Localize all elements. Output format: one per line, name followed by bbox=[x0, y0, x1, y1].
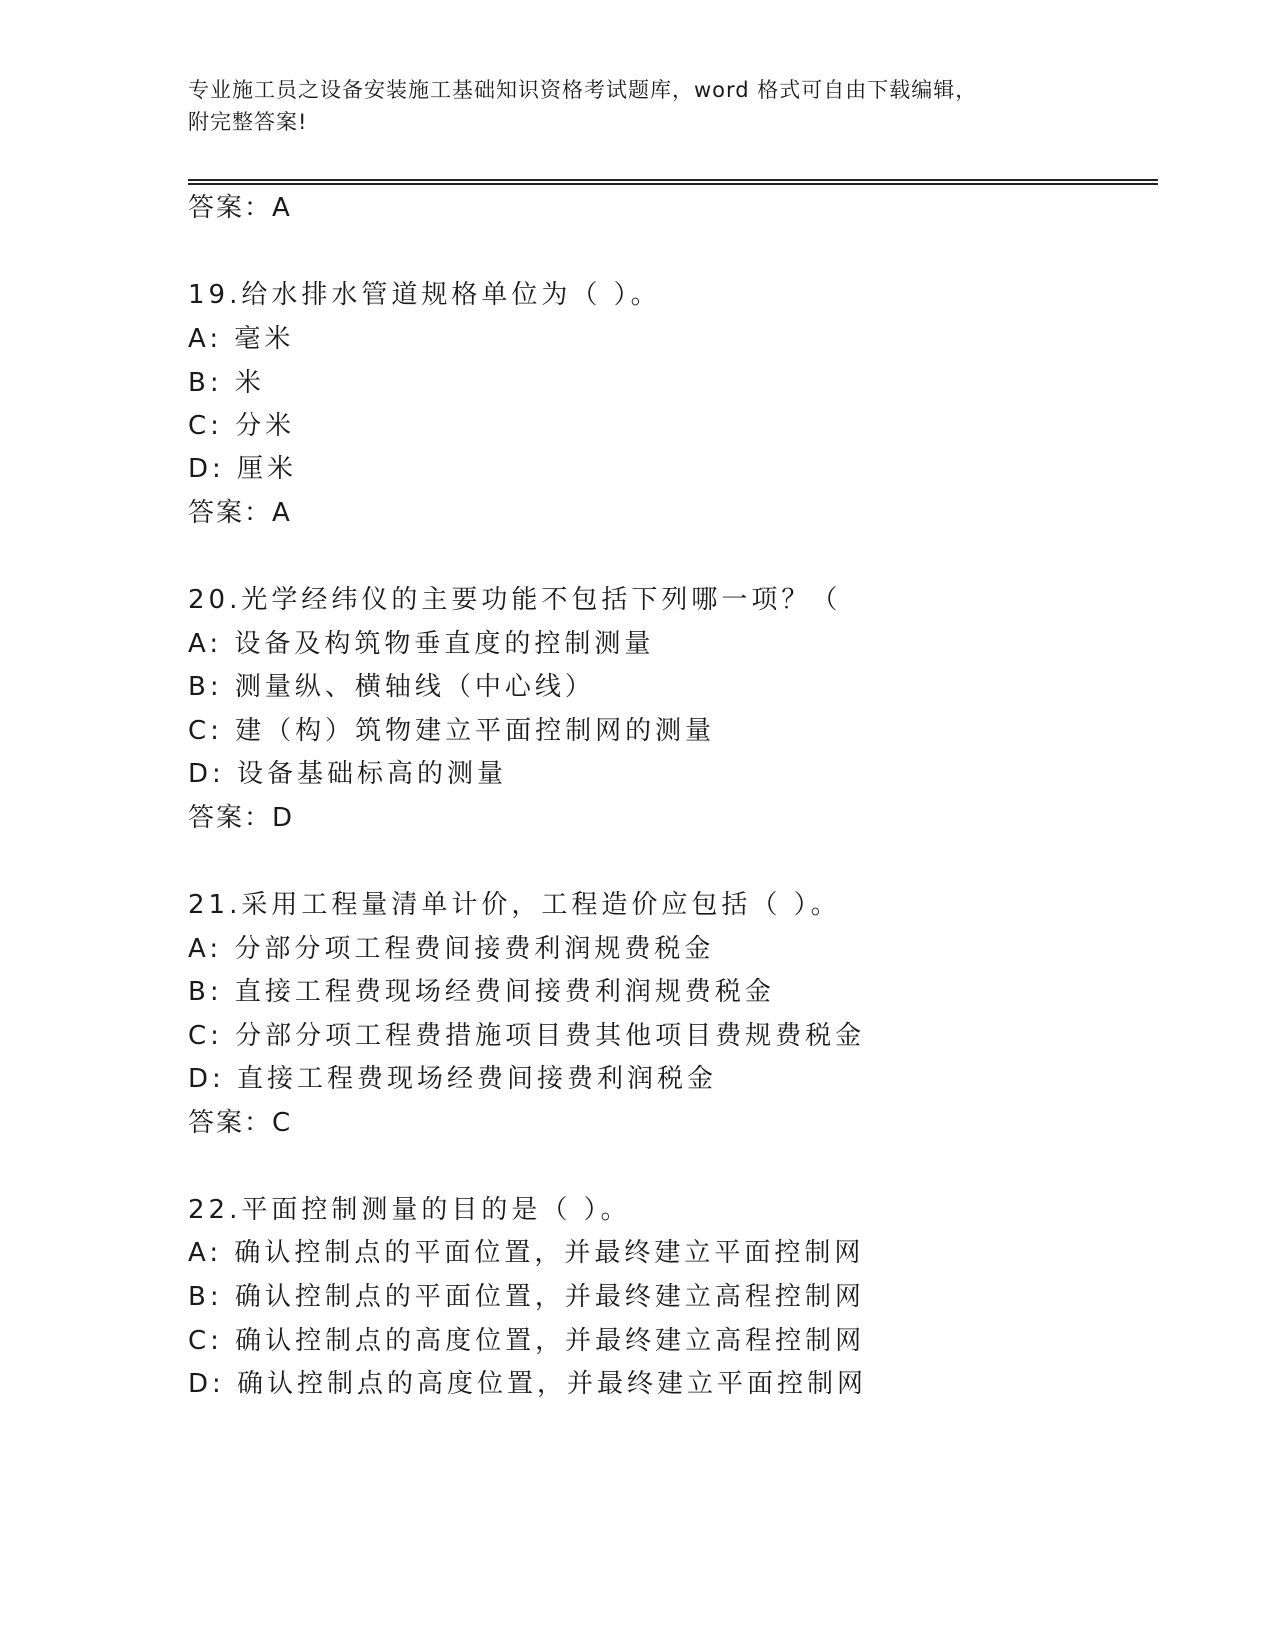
question-option: A: 设备及构筑物垂直度的控制测量 bbox=[188, 629, 655, 659]
question-stem: 21.采用工程量清单计价，工程造价应包括（ ）。 bbox=[188, 890, 841, 920]
answer-line: 答案：A bbox=[188, 193, 292, 223]
header-line-1: 专业施工员之设备安装施工基础知识资格考试题库，word 格式可自由下载编辑， bbox=[188, 78, 978, 102]
question-option: C: 分部分项工程费措施项目费其他项目费规费税金 bbox=[188, 1021, 866, 1051]
question-option: A: 毫米 bbox=[188, 324, 295, 354]
question-stem: 19.给水排水管道规格单位为（ ）。 bbox=[188, 280, 661, 310]
question-option: B: 确认控制点的平面位置，并最终建立高程控制网 bbox=[188, 1282, 865, 1312]
question-option: D: 设备基础标高的测量 bbox=[188, 759, 508, 789]
question-option: B: 直接工程费现场经费间接费利润规费税金 bbox=[188, 977, 775, 1007]
question-option: A: 确认控制点的平面位置，并最终建立平面控制网 bbox=[188, 1238, 865, 1268]
document-header bbox=[188, 74, 1088, 138]
question-option: D: 直接工程费现场经费间接费利润税金 bbox=[188, 1064, 718, 1094]
header-rule-bottom bbox=[188, 183, 1158, 185]
question-option: B: 测量纵、横轴线（中心线） bbox=[188, 672, 595, 702]
question-stem: 22.平面控制测量的目的是（ ）。 bbox=[188, 1195, 631, 1225]
answer-line: 答案：D bbox=[188, 803, 295, 833]
header-line-2: 附完整答案! bbox=[188, 110, 308, 134]
header-rule-top bbox=[188, 179, 1158, 181]
question-stem: 20.光学经纬仪的主要功能不包括下列哪一项？（ bbox=[188, 585, 842, 615]
question-option: C: 分米 bbox=[188, 411, 296, 441]
question-option: C: 确认控制点的高度位置，并最终建立高程控制网 bbox=[188, 1326, 866, 1356]
answer-line: 答案：C bbox=[188, 1108, 293, 1138]
question-option: B: 米 bbox=[188, 368, 265, 398]
question-option: D: 确认控制点的高度位置，并最终建立平面控制网 bbox=[188, 1369, 868, 1399]
answer-line: 答案：A bbox=[188, 498, 292, 528]
question-option: D: 厘米 bbox=[188, 454, 298, 484]
question-option: C: 建（构）筑物建立平面控制网的测量 bbox=[188, 716, 716, 746]
question-option: A: 分部分项工程费间接费利润规费税金 bbox=[188, 934, 715, 964]
